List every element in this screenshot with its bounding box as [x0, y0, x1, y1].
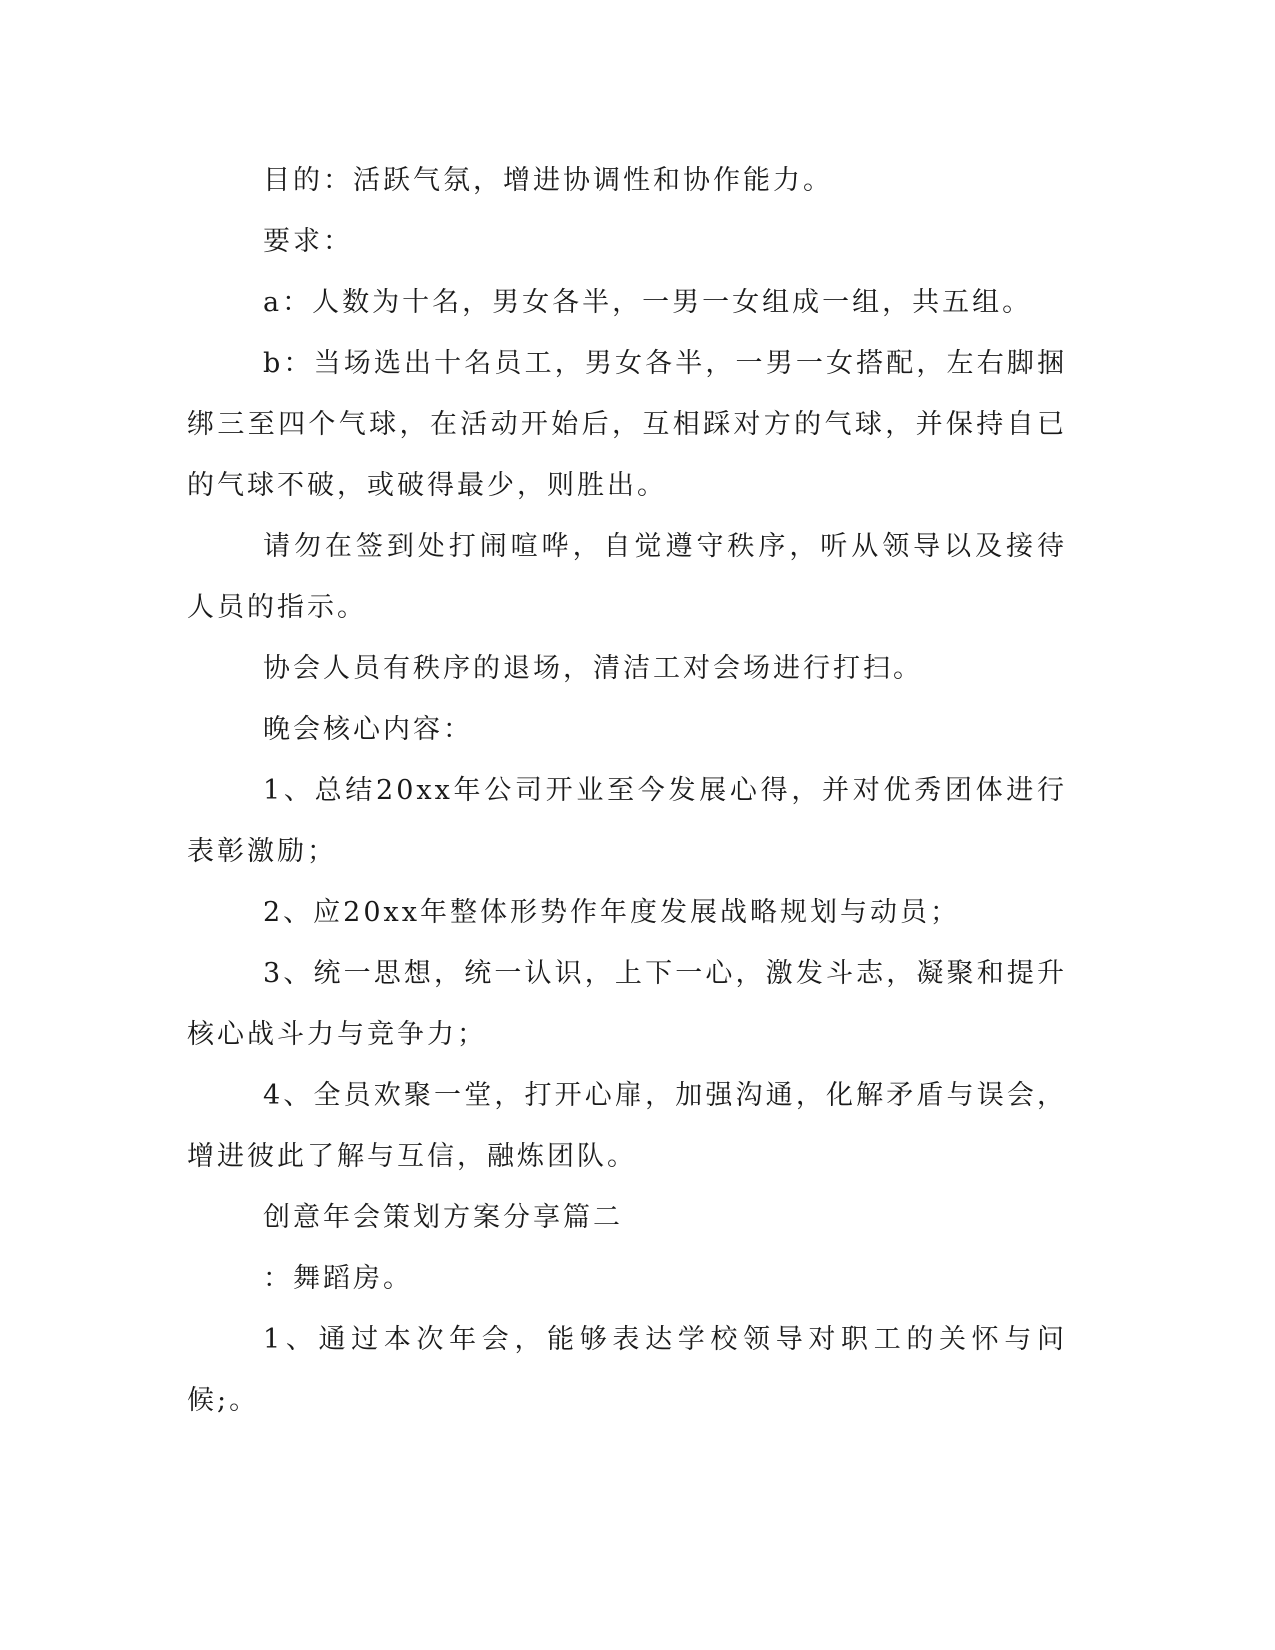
paragraph-core-item-2: 2、应20xx年整体形势作年度发展战略规划与动员； — [263, 897, 960, 928]
paragraph-exit-notice: 协会人员有秩序的退场，清洁工对会场进行打扫。 — [263, 653, 923, 684]
paragraph-core-item-1: 1、总结20xx年公司开业至今发展心得，并对优秀团体进行表彰激励； — [187, 775, 1067, 867]
paragraph-part-two-item-1: 1、通过本次年会，能够表达学校领导对职工的关怀与问候;。 — [187, 1324, 1067, 1416]
paragraph-venue: ：舞蹈房。 — [263, 1263, 413, 1294]
paragraph-requirements-heading: 要求： — [263, 226, 353, 257]
paragraph-core-item-4: 4、全员欢聚一堂，打开心扉，加强沟通，化解矛盾与误会，增进彼此了解与互信，融炼团队。 — [187, 1080, 1067, 1172]
document-page — [187, 150, 1067, 1431]
section-title-part-two: 创意年会策划方案分享篇二 — [263, 1202, 623, 1233]
paragraph-core-content-heading: 晚会核心内容： — [263, 714, 473, 745]
paragraph-requirement-a: a：人数为十名，男女各半，一男一女组成一组，共五组。 — [263, 287, 1033, 318]
paragraph-core-item-3: 3、统一思想，统一认识，上下一心，激发斗志，凝聚和提升核心战斗力与竞争力； — [187, 958, 1067, 1050]
paragraph-signin-notice: 请勿在签到处打闹喧哗，自觉遵守秩序，听从领导以及接待人员的指示。 — [187, 531, 1067, 623]
paragraph-purpose: 目的：活跃气氛，增进协调性和协作能力。 — [263, 165, 833, 196]
paragraph-requirement-b: b：当场选出十名员工，男女各半，一男一女搭配，左右脚捆绑三至四个气球，在活动开始后，互相踩对方的气球，并保持自已的气球不破，或破得最少，则胜出。 — [187, 348, 1067, 501]
